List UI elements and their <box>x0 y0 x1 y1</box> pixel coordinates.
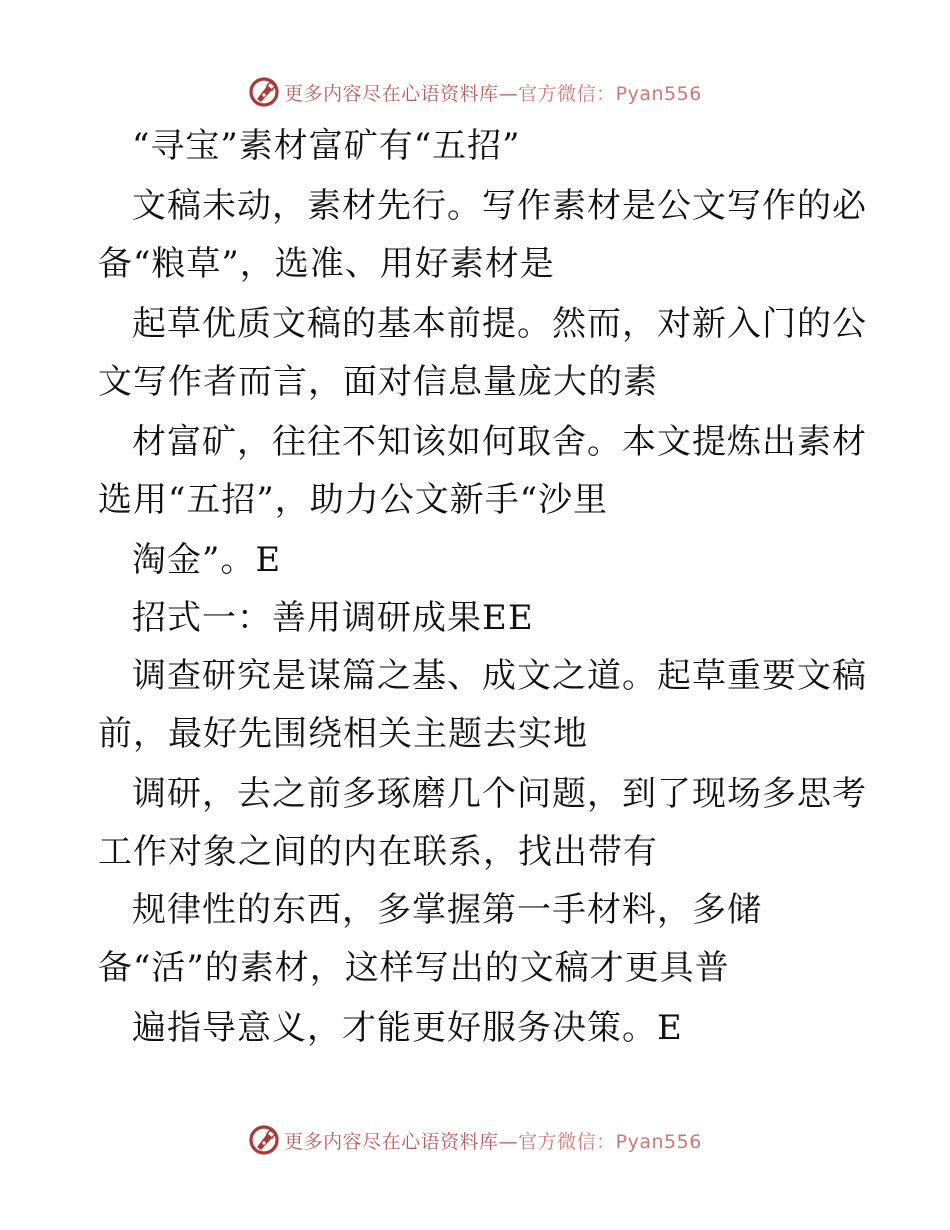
paragraph-line: 材富矿，往往不知该如何取舍。本文提炼出素材 <box>132 422 867 462</box>
paragraph-line: 淘金”。E <box>132 540 282 580</box>
paragraph-line: 调查研究是谋篇之基、成文之道。起草重要文稿 <box>132 656 867 696</box>
banner-dash: — <box>498 1130 519 1153</box>
paragraph-line: 规律性的东西，多掌握第一手材料，多储 <box>132 890 762 930</box>
paragraph-line: 调研，去之前多琢磨几个问题，到了现场多思考 <box>132 774 867 814</box>
banner-contact: 官方微信：Pyan556 <box>518 82 702 105</box>
banner-site-name: 更多内容尽在心语资料库 <box>284 82 499 105</box>
paragraph-line: 前，最好先围绕相关主题去实地 <box>98 714 588 754</box>
paragraph-line: 文写作者而言，面对信息量庞大的素 <box>98 362 658 402</box>
paragraph-line: 工作对象之间的内在联系，找出带有 <box>98 832 658 872</box>
pen-nib-logo-icon <box>248 1124 280 1156</box>
paragraph-line: 遍指导意义，才能更好服务决策。E <box>132 1008 683 1048</box>
paragraph-line: 备“活”的素材，这样写出的文稿才更具普 <box>98 948 730 988</box>
paragraph-line: 选用“五招”，助力公文新手“沙里 <box>98 480 609 520</box>
banner-dash: — <box>498 82 519 105</box>
footer-banner <box>0 1120 950 1160</box>
banner-site-text <box>284 1127 702 1154</box>
paragraph-line: 备“粮草”，选准、用好素材是 <box>98 244 555 284</box>
document-title: “寻宝”素材富矿有“五招” <box>132 126 521 166</box>
banner-contact: 官方微信：Pyan556 <box>518 1130 702 1153</box>
section-heading: 招式一：善用调研成果EE <box>132 598 534 638</box>
banner-site-name: 更多内容尽在心语资料库 <box>284 1130 499 1153</box>
paragraph-line: 文稿未动，素材先行。写作素材是公文写作的必 <box>132 186 867 226</box>
paragraph-line: 起草优质文稿的基本前提。然而，对新入门的公 <box>132 304 867 344</box>
